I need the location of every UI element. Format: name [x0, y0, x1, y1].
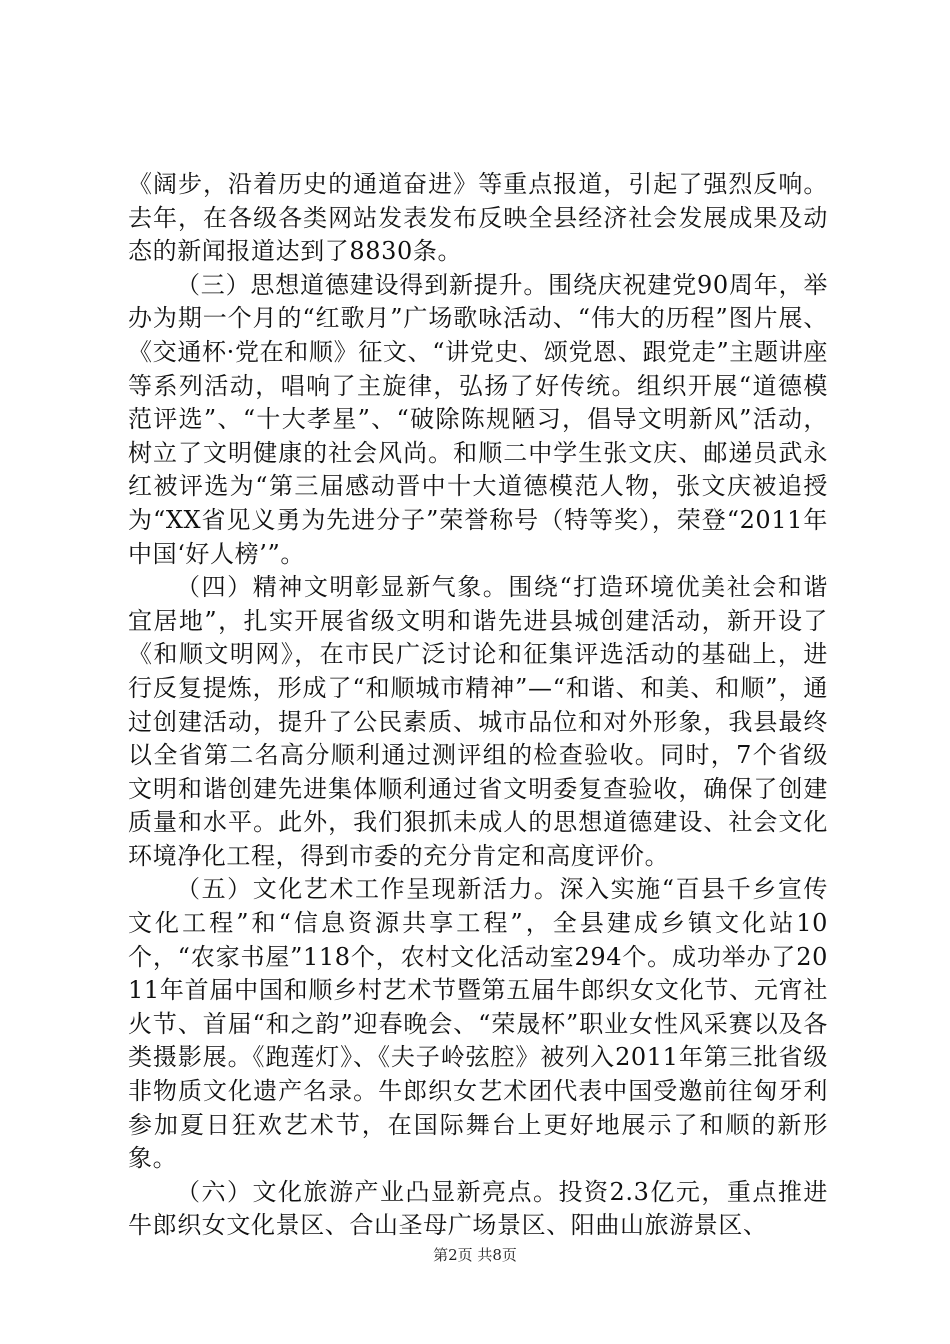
page-footer: 第2页 共8页: [433, 1246, 517, 1264]
paragraph-4: （五）文化艺术工作呈现新活力。深入实施“百县千乡宣传文化工程”和“信息资源共享工程”，全县建成乡镇文化站10个，“农家书屋”118个，农村文化活动室294个。成功举办了2011年首届中国和顺乡村艺术节暨第五届牛郎织女文化节、元宵社火节、首届“和之韵”迎春晚会、“荣晟杯”职业女性风采赛以及各类摄影展。《跑莲灯》、《夫子岭弦腔》被列入2011年第三批省级非物质文化遗产名录。牛郎织女艺术团代表中国受邀前往匈牙利参加夏日狂欢艺术节，在国际舞台上更好地展示了和顺的新形象。: [128, 875, 828, 1173]
paragraph-1: 《阔步，沿着历史的通道奋进》等重点报道，引起了强烈反响。去年，在各级各类网站发表发布反映全县经济社会发展成果及动态的新闻报道达到了8830条。: [128, 170, 828, 266]
paragraph-2: （三）思想道德建设得到新提升。围绕庆祝建党90周年，举办为期一个月的“红歌月”广场歌咏活动、“伟大的历程”图片展、《交通杯·党在和顺》征文、“讲党史、颂党恩、跟党走”主题讲座等系列活动，唱响了主旋律，弘扬了好传统。组织开展“道德模范评选”、“十大孝星”、“破除陈规陋习，倡导文明新风”活动，树立了文明健康的社会风尚。和顺二中学生张文庆、邮递员武永红被评选为“第三届感动晋中十大道德模范人物，张文庆被追授为“XX省见义勇为先进分子”荣誉称号（特等奖），荣登“2011年中国‘好人榜’”。: [128, 270, 828, 568]
document-body: [128, 168, 828, 1243]
paragraph-3: （四）精神文明彰显新气象。围绕“打造环境优美社会和谐宜居地”，扎实开展省级文明和谐先进县城创建活动，新开设了《和顺文明网》，在市民广泛讨论和征集评选活动的基础上，进行反复提炼，形成了“和顺城市精神”—“和谐、和美、和顺”，通过创建活动，提升了公民素质、城市品位和对外形象，我县最终以全省第二名高分顺利通过测评组的检查验收。同时，7个省级文明和谐创建先进集体顺利通过省文明委复查验收，确保了创建质量和水平。此外，我们狠抓未成人的思想道德建设、社会文化环境净化工程，得到市委的充分肯定和高度评价。: [128, 573, 828, 870]
paragraph-5: （六）文化旅游产业凸显新亮点。投资2.3亿元，重点推进牛郎织女文化景区、合山圣母广场景区、阳曲山旅游景区、: [128, 1177, 828, 1240]
